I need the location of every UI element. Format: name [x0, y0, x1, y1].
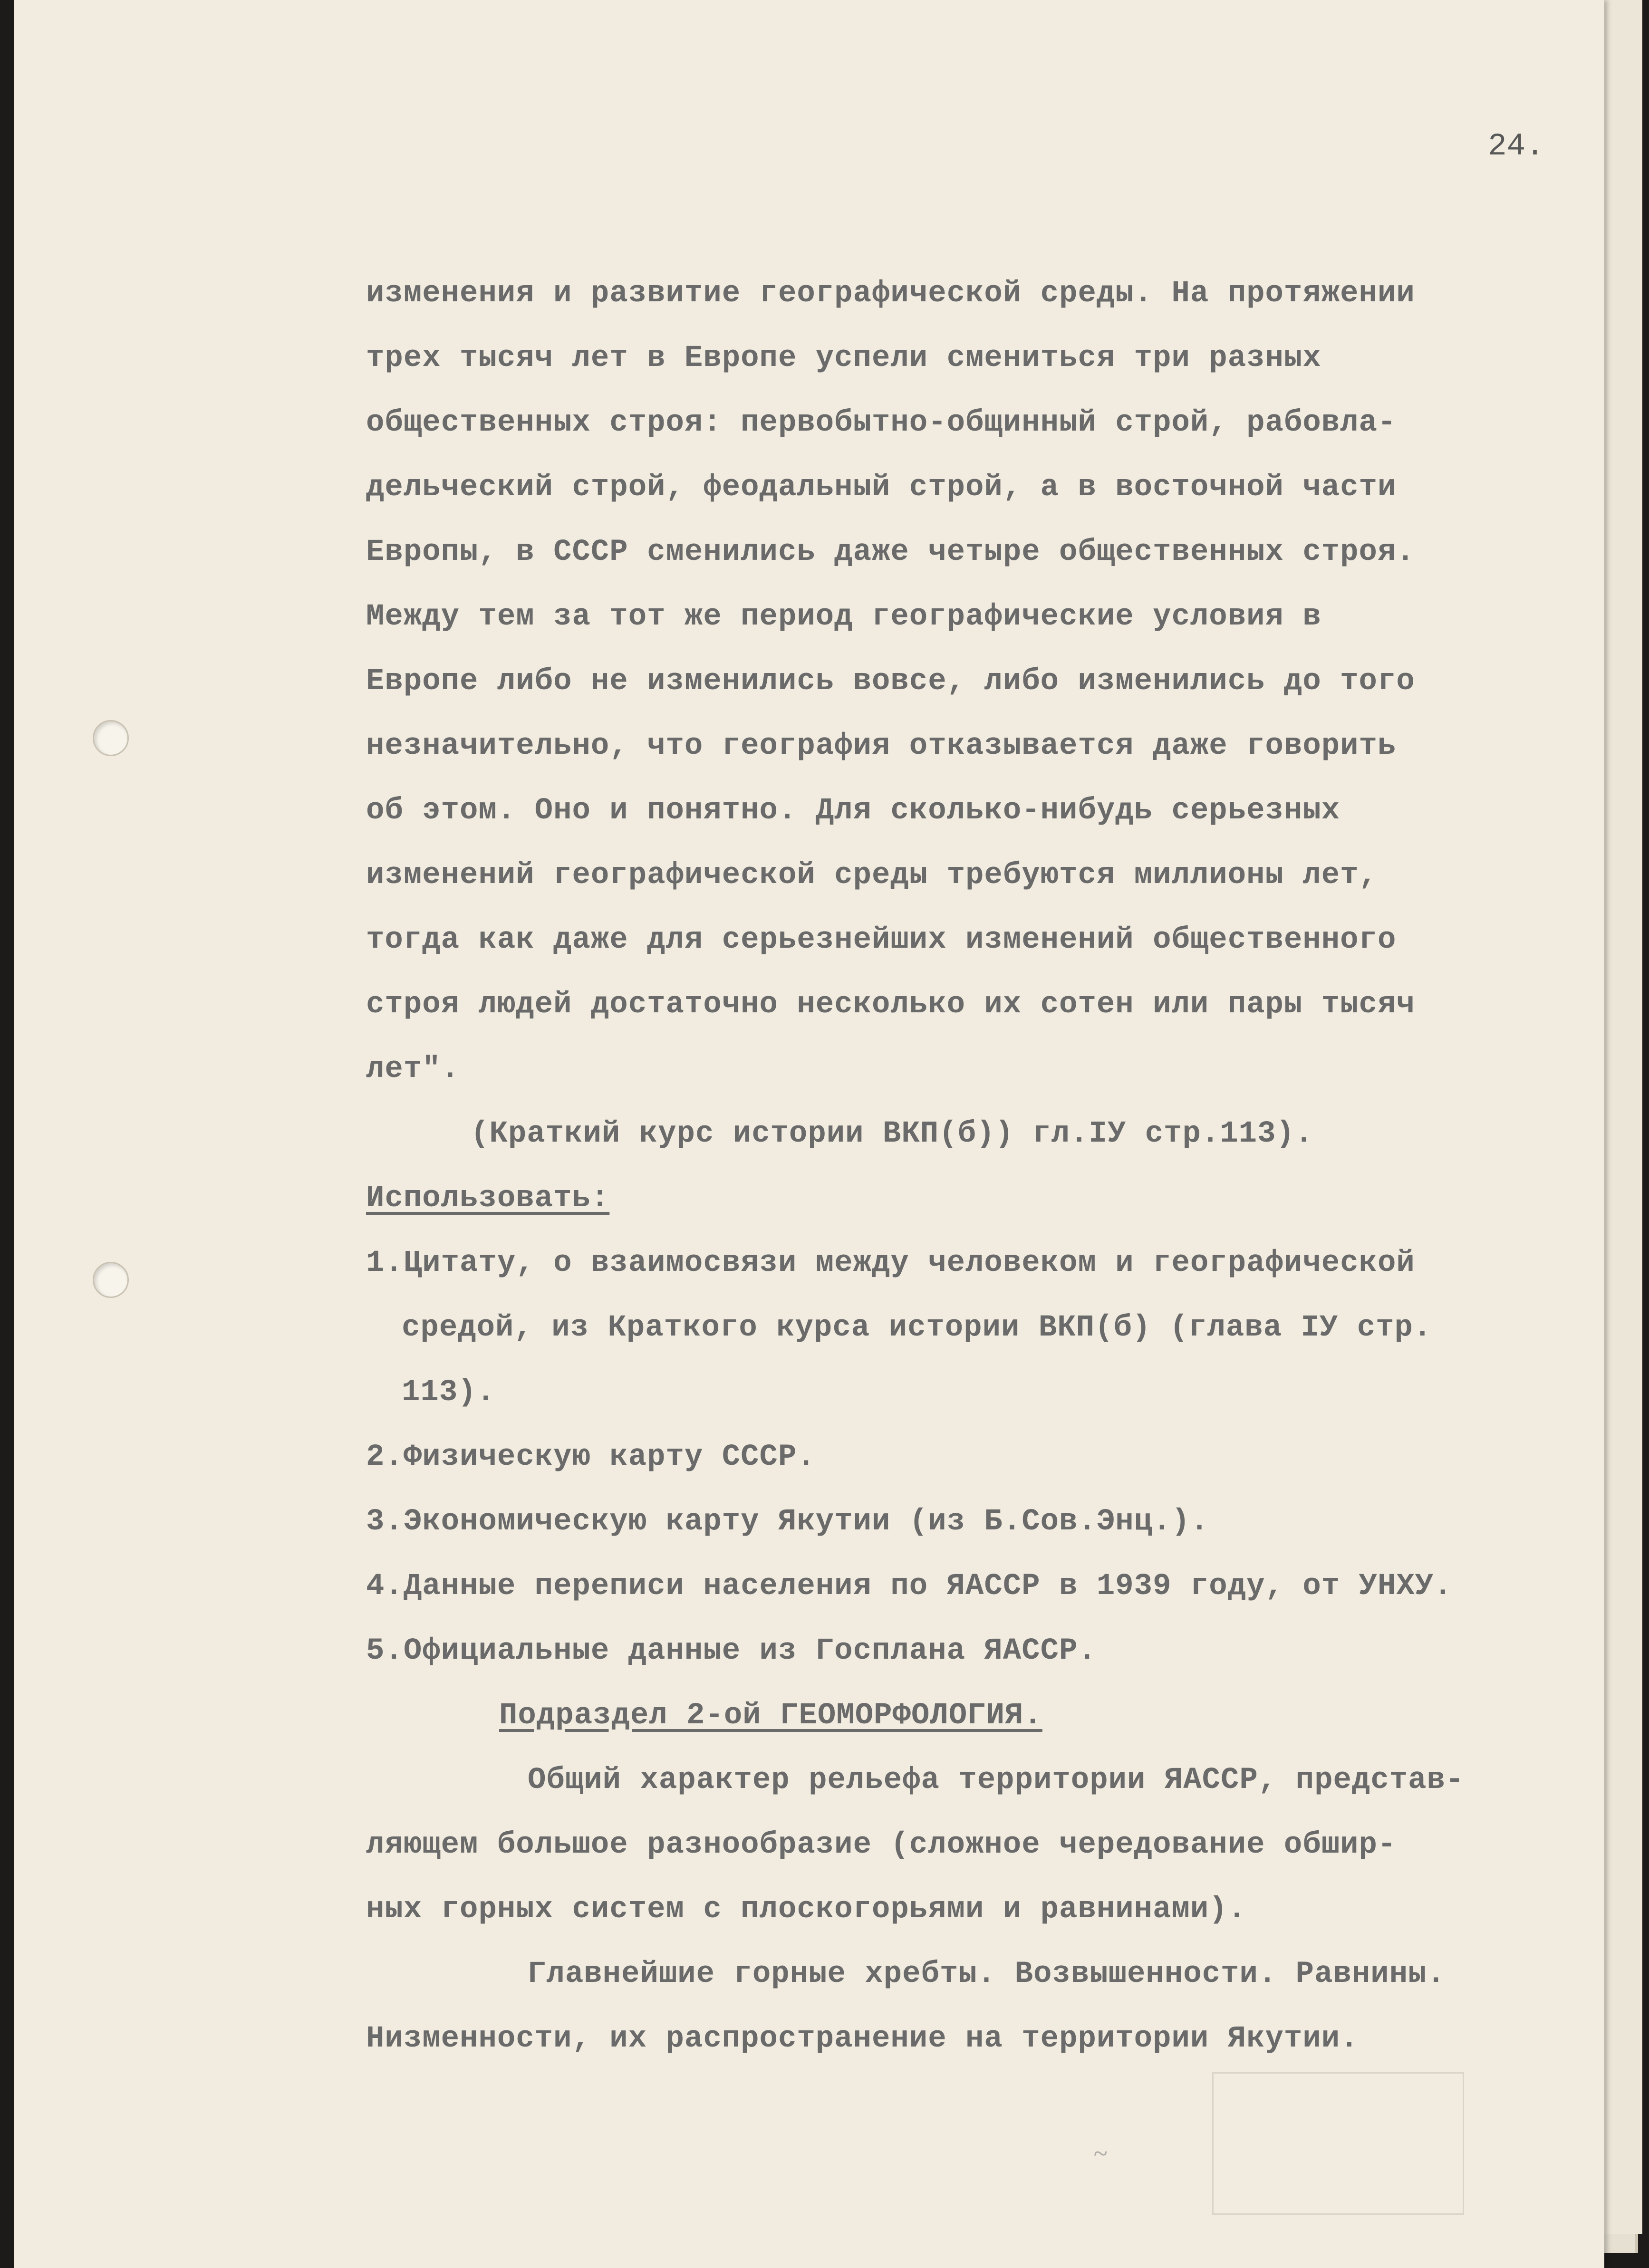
subsection-title: Подраздел 2-ой ГЕОМОРФОЛОГИЯ. [499, 1699, 1042, 1733]
text-line: дельческий строй, феодальный строй, а в восточной части [366, 471, 1397, 505]
text-line: трех тысяч лет в Европе успели смениться три разных [366, 341, 1321, 375]
text-line: об этом. Оно и понятно. Для сколько-нибудь серьезных [366, 794, 1340, 828]
handwritten-mark: ~ [1093, 2139, 1108, 2168]
punch-hole [93, 720, 129, 756]
punch-hole [93, 1262, 129, 1298]
text-line: Низменности, их распространение на территории Якутии. [366, 2022, 1359, 2056]
text-line: изменения и развитие географической среды. На протяжении [366, 277, 1415, 311]
text-line: строя людей достаточно несколько их сотен или пары тысяч [366, 988, 1415, 1022]
text-line: ных горных систем с плоскогорьями и равнинами). [366, 1893, 1247, 1927]
text-line: Общий характер рельефа территории ЯАССР, представ- [528, 1763, 1465, 1797]
citation: (Краткий курс истории ВКП(б)) гл.IУ стр.113). [471, 1117, 1314, 1151]
document-page [14, 0, 1604, 2268]
list-item-continuation: 113). [402, 1375, 496, 1410]
text-line: Между тем за тот же период географические условия в [366, 600, 1321, 634]
text-line: изменений географической среды требуются миллионы лет, [366, 858, 1378, 893]
page-number: 24. [1488, 128, 1544, 164]
list-item: 5.Официальные данные из Госплана ЯАССР. [366, 1634, 1097, 1668]
text-line: лет". [366, 1052, 460, 1086]
list-item: 4.Данные переписи населения по ЯАССР в 1939 году, от УНХУ. [366, 1569, 1453, 1604]
use-heading: Использовать: [366, 1182, 610, 1216]
text-line: общественных строя: первобытно-общинный строй, рабовла- [366, 406, 1397, 440]
text-line: Европы, в СССР сменились даже четыре общественных строя. [366, 535, 1415, 569]
list-item: 2.Физическую карту СССР. [366, 1440, 816, 1474]
text-line: Европе либо не изменились вовсе, либо изменились до того [366, 664, 1415, 699]
archive-stamp [1212, 2072, 1464, 2215]
text-line: тогда как даже для серьезнейших изменений общественного [366, 923, 1397, 957]
text-line: ляющем большое разнообразие (сложное чередование обшир- [366, 1828, 1397, 1862]
text-line: незначительно, что география отказывается даже говорить [366, 729, 1397, 763]
list-item: 1.Цитату, о взаимосвязи между человеком и географической [366, 1246, 1415, 1280]
text-line: Главнейшие горные хребты. Возвышенности. Равнины. [528, 1957, 1446, 1991]
list-item: 3.Экономическую карту Якутии (из Б.Сов.Энц.). [366, 1505, 1209, 1539]
typed-text-block [366, 261, 1602, 2071]
list-item-continuation: средой, из Краткого курса истории ВКП(б) (глава IУ стр. [402, 1311, 1432, 1345]
